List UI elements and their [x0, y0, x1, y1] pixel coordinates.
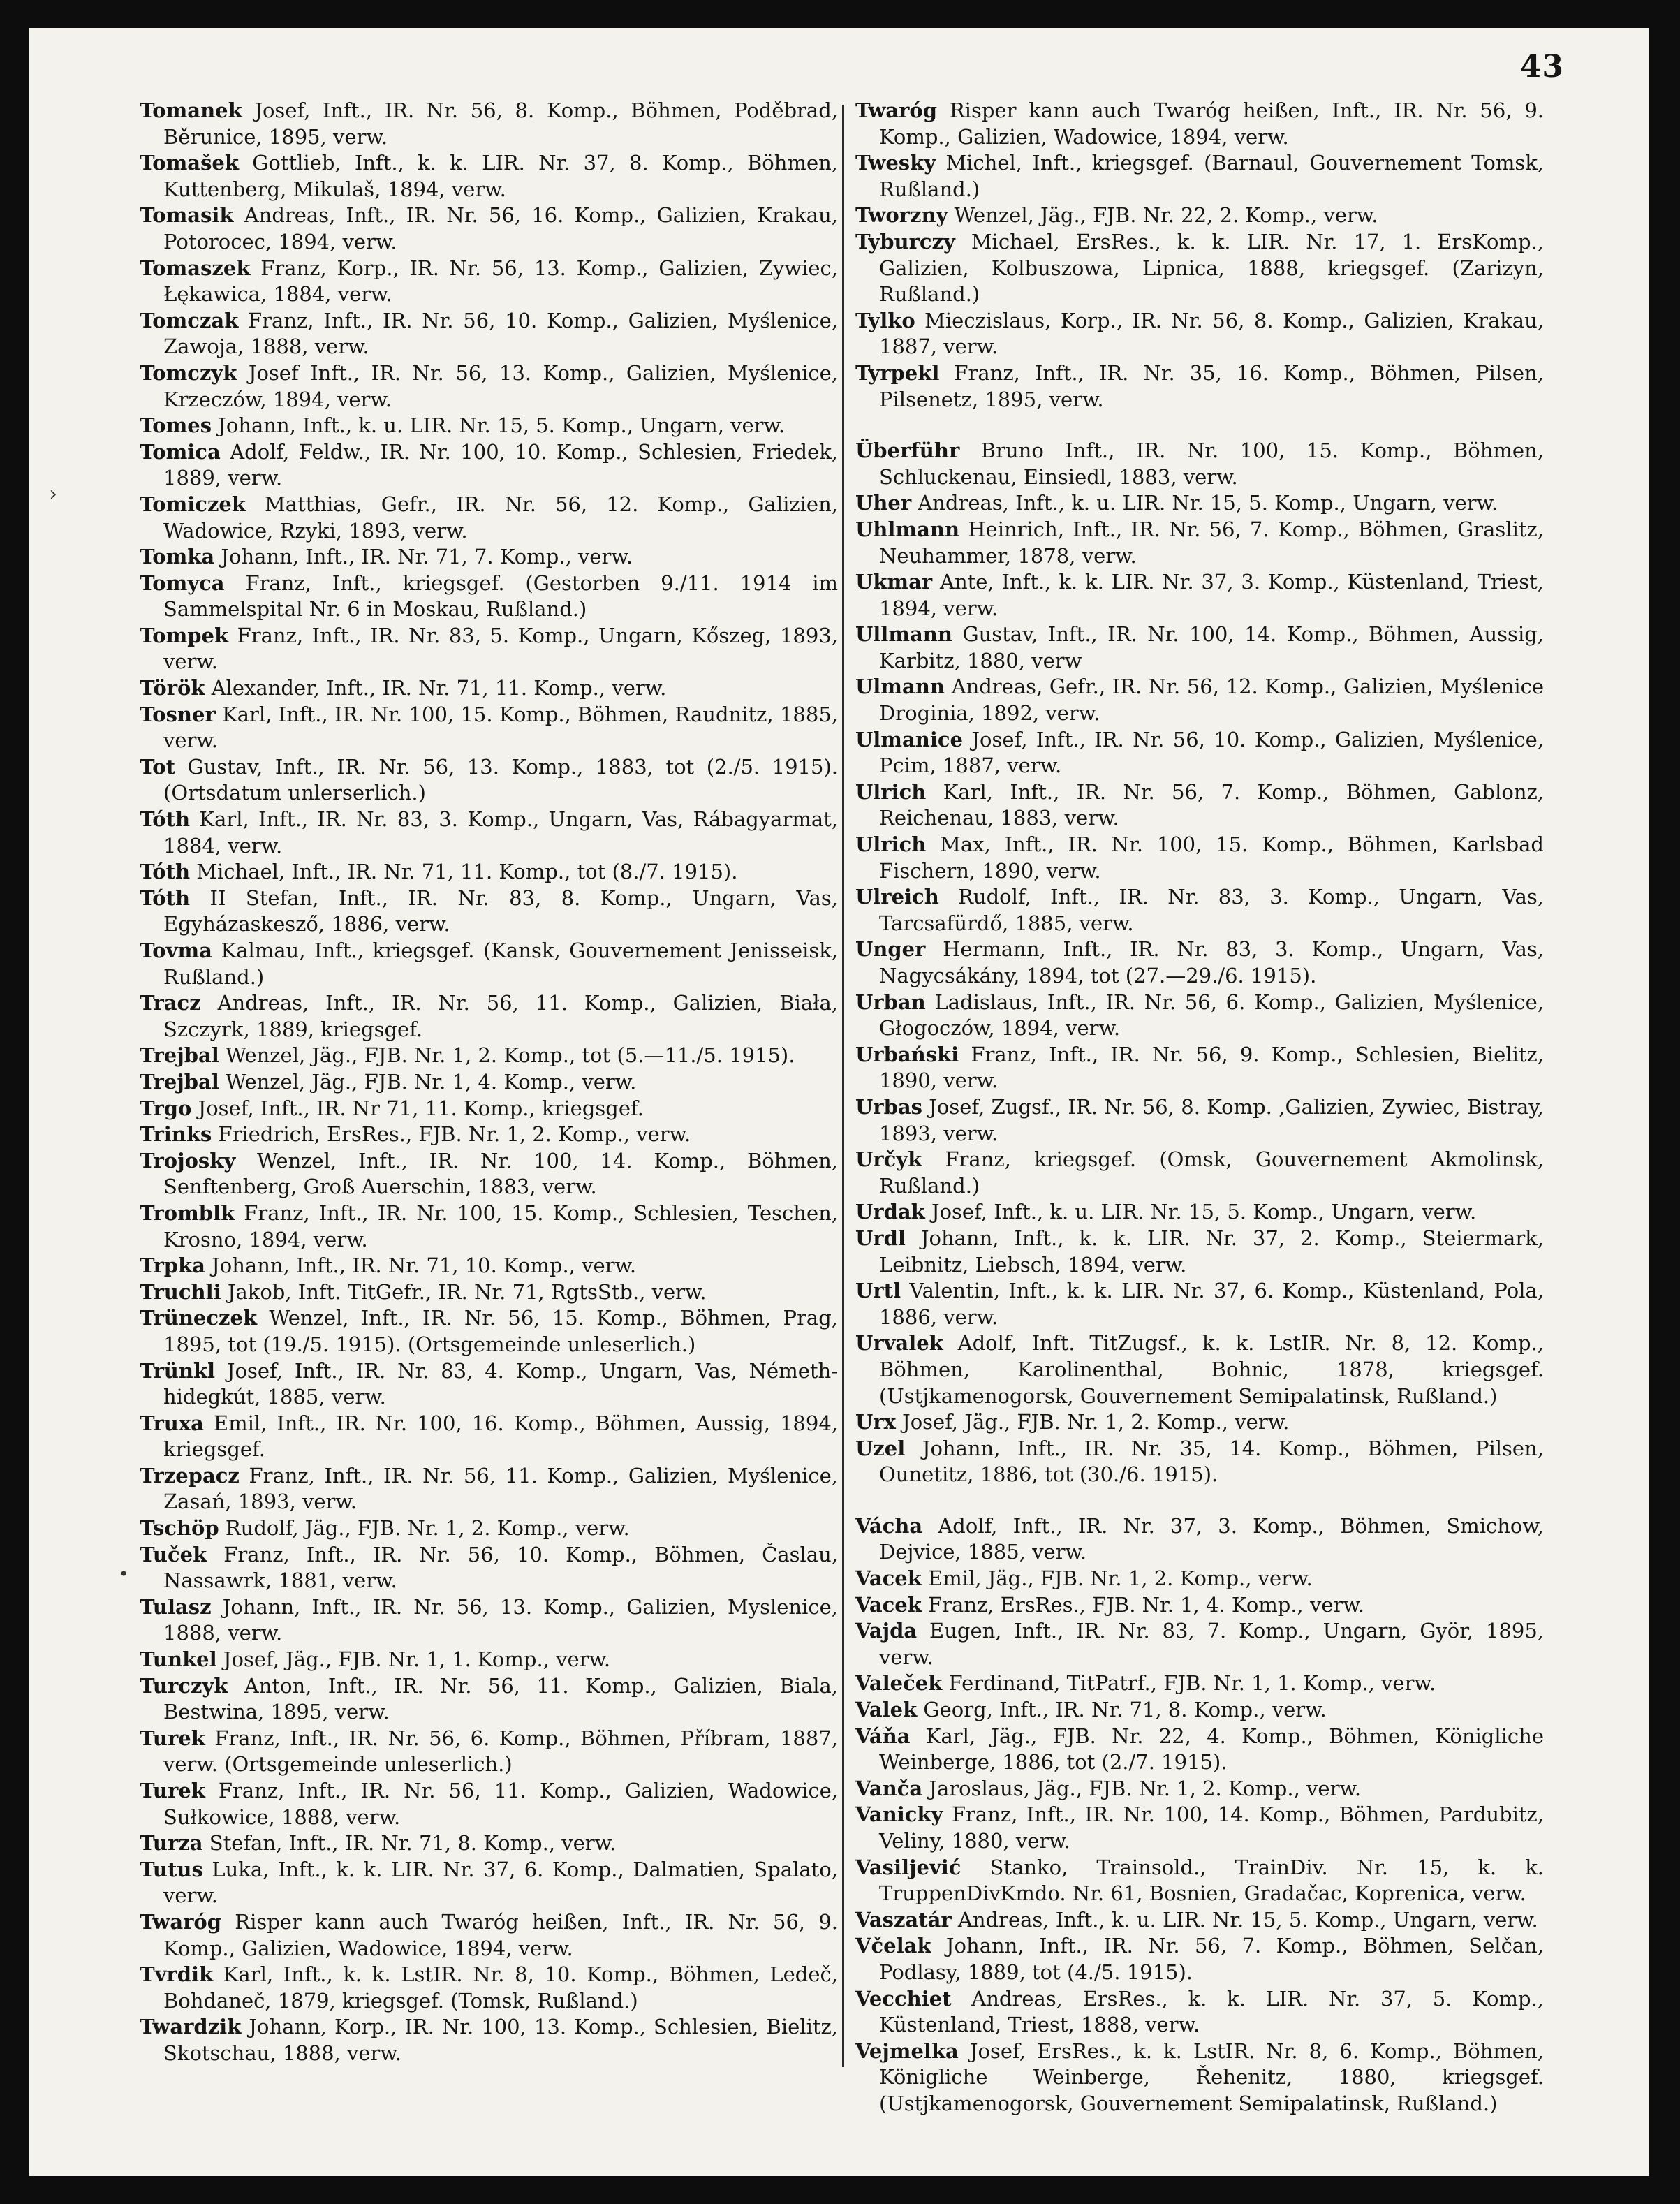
register-entry: [140, 571, 838, 623]
entry-surname: Tschöp: [140, 1516, 219, 1541]
entry-surname: Určyk: [855, 1147, 922, 1172]
entry-surname: Vaszatár: [855, 1907, 952, 1932]
entry-details: Franz, Korp., IR. Nr. 56, 13. Komp., Galizien, Zywiec, Łękawica, 1884, verw.: [163, 256, 838, 307]
entry-surname: Vajda: [855, 1619, 918, 1643]
register-entry: [855, 727, 1544, 779]
entry-details: Gottlieb, Inft., k. k. LIR. Nr. 37, 8. Komp., Böhmen, Kuttenberg, Mikulaš, 1894, verw.: [163, 151, 838, 201]
entry-surname: Trgo: [140, 1096, 192, 1120]
entry-surname: Ulmann: [855, 675, 945, 699]
entry-details: Johann, Inft., k. u. LIR. Nr. 15, 5. Komp., Ungarn, verw.: [212, 413, 786, 438]
entry-details: Gustav, Inft., IR. Nr. 100, 14. Komp., Böhmen, Aussig, Karbitz, 1880, verw: [879, 622, 1544, 673]
entry-details: Josef, Zugsf., IR. Nr. 56, 8. Komp. ,Galizien, Zywiec, Bistray, 1893, verw.: [879, 1094, 1544, 1145]
register-entry: [140, 859, 838, 886]
register-entry: [140, 1830, 838, 1857]
section-gap: [855, 1488, 1544, 1513]
page-number: 43: [1519, 49, 1564, 85]
entry-surname: Trünkl: [140, 1358, 216, 1383]
entry-surname: Truchli: [140, 1279, 221, 1304]
entry-details: Adolf, Inft., IR. Nr. 37, 3. Komp., Böhmen, Smichow, Dejvice, 1885, verw.: [879, 1513, 1544, 1564]
entry-surname: Tomes: [140, 413, 212, 438]
entry-details: Risper kann auch Twaróg heißen, Inft., IR. Nr. 56, 9. Komp., Galizien, Wadowice, 1894, verw.: [163, 1909, 838, 1960]
entry-details: Gustav, Inft., IR. Nr. 56, 13. Komp., 1883, tot (2./5. 1915). (Ortsdatum unlerserlich.): [163, 754, 838, 805]
register-entry: [855, 98, 1544, 150]
entry-details: Josef, Jäg., FJB. Nr. 1, 2. Komp., verw.: [895, 1410, 1290, 1434]
register-entry: [855, 2038, 1544, 2117]
entry-details: Adolf, Feldw., IR. Nr. 100, 10. Komp., Schlesien, Friedek, 1889, verw.: [163, 439, 838, 490]
entry-details: Franz, Inft., IR. Nr. 35, 16. Komp., Böhmen, Pilsen, Pilsenetz, 1895, verw.: [879, 360, 1544, 411]
entry-surname: Überführ: [855, 439, 960, 463]
entry-surname: Vácha: [855, 1513, 923, 1538]
entry-details: Franz, Inft., IR. Nr. 56, 9. Komp., Schlesien, Bielitz, 1890, verw.: [879, 1042, 1544, 1093]
register-entry: [140, 1122, 838, 1148]
entry-details: Josef Inft., IR. Nr. 56, 13. Komp., Galizien, Myślenice, Krzeczów, 1894, verw.: [163, 360, 838, 411]
entry-details: Franz, Inft., IR. Nr. 56, 11. Komp., Galizien, Myślenice, Zasań, 1893, verw.: [163, 1463, 838, 1514]
register-entry: [855, 360, 1544, 413]
entry-details: Wenzel, Inft., IR. Nr. 56, 15. Komp., Böhmen, Prag, 1895, tot (19./5. 1915). (Ortsgemeinde unleserlich.): [163, 1306, 838, 1356]
register-entry: [140, 1647, 838, 1673]
entry-surname: Turek: [140, 1726, 205, 1750]
entry-details: Karl, Inft., IR. Nr. 100, 15. Komp., Böhmen, Raudnitz, 1885, verw.: [163, 702, 838, 753]
entry-details: Rudolf, Jäg., FJB. Nr. 1, 2. Komp., verw.: [219, 1516, 630, 1541]
register-entry: [855, 1094, 1544, 1147]
register-entry: [855, 229, 1544, 308]
register-entry: [140, 1279, 838, 1306]
section-gap: [855, 413, 1544, 438]
entry-surname: Tomanek: [140, 98, 242, 122]
entry-surname: Tomasik: [140, 203, 234, 228]
entry-surname: Urx: [855, 1410, 896, 1434]
register-entry: [140, 1043, 838, 1069]
margin-mark-arrow: ›: [49, 482, 57, 506]
register-entry: [140, 1463, 838, 1515]
entry-surname: Tracz: [140, 991, 201, 1015]
register-entry: [140, 98, 838, 150]
register-entry: [855, 1592, 1544, 1619]
entry-details: Johann, Inft., IR. Nr. 35, 14. Komp., Böhmen, Pilsen, Ounetitz, 1886, tot (30./6. 1915).: [879, 1436, 1544, 1487]
entry-details: Franz, Inft., IR. Nr. 56, 10. Komp., Galizien, Myślenice, Zawoja, 1888, verw.: [163, 308, 838, 359]
entry-surname: Vecchiet: [855, 1986, 952, 2011]
entry-details: Friedrich, ErsRes., FJB. Nr. 1, 2. Komp., verw.: [212, 1122, 691, 1147]
entry-surname: Ukmar: [855, 570, 933, 594]
entry-details: Michel, Inft., kriegsgef. (Barnaul, Gouvernement Tomsk, Rußland.): [879, 151, 1544, 201]
entry-surname: Urtl: [855, 1279, 901, 1303]
register-entry: [855, 1042, 1544, 1094]
entry-surname: Urban: [855, 990, 926, 1014]
entry-details: Johann, Korp., IR. Nr. 100, 13. Komp., Schlesien, Bielitz, Skotschau, 1888, verw.: [163, 2015, 838, 2065]
entry-surname: Včelak: [855, 1934, 931, 1958]
entry-details: Bruno Inft., IR. Nr. 100, 15. Komp., Böhmen, Schluckenau, Einsiedl, 1883, verw.: [879, 439, 1544, 489]
register-entry: [855, 308, 1544, 360]
right-column: [855, 98, 1544, 2117]
entry-details: Karl, Jäg., FJB. Nr. 22, 4. Komp., Böhmen, Königliche Weinberge, 1886, tot (2./7. 1915).: [879, 1724, 1544, 1775]
entry-details: Michael, ErsRes., k. k. LIR. Nr. 17, 1. ErsKomp., Galizien, Kolbuszowa, Lipnica, 1888, kriegsgef. (Zarizyn, Rußland.): [879, 229, 1544, 307]
entry-surname: Tomczyk: [140, 360, 237, 385]
register-entry: [855, 1330, 1544, 1409]
register-entry: [855, 438, 1544, 490]
entry-details: Stanko, Trainsold., TrainDiv. Nr. 15, k. k. TruppenDivKmdo. Nr. 61, Bosnien, Gradačac, Koprenica, verw.: [879, 1855, 1544, 1906]
register-entry: [855, 1566, 1544, 1592]
register-entry: [140, 360, 838, 413]
register-entry: [855, 1513, 1544, 1566]
register-entry: [140, 1857, 838, 1909]
register-entry: [855, 1278, 1544, 1330]
register-entry: [855, 1697, 1544, 1724]
entry-surname: Uzel: [855, 1436, 906, 1460]
entry-details: Adolf, Inft. TitZugsf., k. k. LstIR. Nr. 8, 12. Komp., Böhmen, Karolinenthal, Bohnic, 1878, kriegsgef. (Ustjkamenogorsk, Gouvernement Semipalatinsk, Rußland.): [879, 1331, 1544, 1408]
register-entry: [855, 990, 1544, 1042]
entry-details: Mieczislaus, Korp., IR. Nr. 56, 8. Komp., Galizien, Krakau, 1887, verw.: [879, 308, 1544, 359]
entry-surname: Tóth: [140, 860, 191, 884]
entry-details: Josef, Inft., IR. Nr. 83, 4. Komp., Ungarn, Vas, Németh-hidegkút, 1885, verw.: [163, 1358, 838, 1409]
register-entry: [140, 1069, 838, 1096]
entry-details: Jakob, Inft. TitGefr., IR. Nr. 71, RgtsStb., verw.: [221, 1279, 707, 1304]
register-entry: [140, 623, 838, 675]
entry-details: Johann, Inft., IR. Nr. 71, 10. Komp., verw.: [205, 1254, 637, 1278]
entry-surname: Unger: [855, 937, 926, 962]
register-entry: [140, 1096, 838, 1122]
entry-surname: Trüneczek: [140, 1306, 258, 1330]
entry-details: II Stefan, Inft., IR. Nr. 83, 8. Komp., Ungarn, Vas, Egyházaskesző, 1886, verw.: [163, 886, 838, 936]
entry-surname: Tóth: [140, 807, 191, 832]
entry-surname: Turek: [140, 1779, 205, 1802]
entry-surname: Trejbal: [140, 1043, 219, 1068]
entry-details: Emil, Jäg., FJB. Nr. 1, 2. Komp., verw.: [921, 1566, 1313, 1591]
entry-surname: Ulrich: [855, 779, 927, 804]
entry-details: Valentin, Inft., k. k. LIR. Nr. 37, 6. Komp., Küstenland, Pola, 1886, verw.: [879, 1279, 1544, 1329]
entry-details: Josef, Jäg., FJB. Nr. 1, 1. Komp., verw.: [216, 1647, 611, 1672]
register-entry: [140, 203, 838, 255]
entry-details: Franz, Inft., IR. Nr. 100, 15. Komp., Schlesien, Teschen, Krosno, 1894, verw.: [163, 1200, 838, 1251]
entry-details: Risper kann auch Twaróg heißen, Inft., IR. Nr. 56, 9. Komp., Galizien, Wadowice, 1894, verw.: [879, 98, 1544, 149]
entry-surname: Vacek: [855, 1592, 922, 1617]
entry-details: Johann, Inft., k. k. LIR. Nr. 37, 2. Komp., Steiermark, Leibnitz, Liebsch, 1894, verw.: [879, 1226, 1544, 1277]
register-entry: [140, 1962, 838, 2014]
entry-details: Eugen, Inft., IR. Nr. 83, 7. Komp., Ungarn, Györ, 1895, verw.: [879, 1619, 1544, 1669]
register-entry: [855, 150, 1544, 203]
entry-surname: Twaróg: [140, 1909, 222, 1934]
entry-details: Kalmau, Inft., kriegsgef. (Kansk, Gouvernement Jenisseisk, Rußland.): [163, 939, 838, 989]
register-entry: [855, 832, 1544, 884]
register-entry: [855, 1226, 1544, 1278]
entry-details: Josef, Inft., IR. Nr 71, 11. Komp., kriegsgef.: [191, 1096, 644, 1120]
entry-surname: Tvrdik: [140, 1962, 214, 1987]
entry-surname: Váňa: [855, 1724, 911, 1748]
entry-surname: Tovma: [140, 939, 212, 962]
entry-surname: Uher: [855, 491, 912, 515]
entry-surname: Vejmelka: [855, 2038, 959, 2063]
register-entry: [855, 1147, 1544, 1199]
entry-details: Stefan, Inft., IR. Nr. 71, 8. Komp., verw.: [202, 1831, 617, 1856]
entry-details: Anton, Inft., IR. Nr. 56, 11. Komp., Galizien, Biala, Bestwina, 1895, verw.: [163, 1673, 838, 1724]
entry-surname: Valek: [855, 1698, 918, 1722]
entry-surname: Trpka: [140, 1254, 205, 1278]
register-entry: [855, 1933, 1544, 1985]
register-entry: [140, 886, 838, 938]
entry-surname: Tomašek: [140, 151, 239, 175]
entry-details: Franz, Inft., IR. Nr. 83, 5. Komp., Ungarn, Kőszeg, 1893, verw.: [163, 623, 838, 674]
entry-surname: Tomiczek: [140, 492, 246, 516]
register-entry: [855, 1776, 1544, 1802]
entry-surname: Urbański: [855, 1042, 959, 1066]
register-entry: [855, 936, 1544, 989]
entry-surname: Vacek: [855, 1566, 922, 1591]
entry-surname: Tromblk: [140, 1200, 235, 1225]
entry-details: Michael, Inft., IR. Nr. 71, 11. Komp., tot (8./7. 1915).: [190, 860, 738, 884]
entry-surname: Twesky: [855, 151, 936, 175]
margin-mark-dot: •: [119, 1564, 129, 1584]
entry-details: Ladislaus, Inft., IR. Nr. 56, 6. Komp., Galizien, Myślenice, Głogoczów, 1894, verw.: [879, 990, 1544, 1041]
register-entry: [140, 1200, 838, 1253]
entry-details: Josef, Inft., k. u. LIR. Nr. 15, 5. Komp., Ungarn, verw.: [924, 1200, 1477, 1224]
entry-details: Karl, Inft., IR. Nr. 56, 7. Komp., Böhmen, Gablonz, Reichenau, 1883, verw.: [879, 779, 1544, 830]
entry-surname: Tóth: [140, 886, 191, 910]
register-entry: [140, 256, 838, 308]
register-entry: [140, 1305, 838, 1358]
register-entry: [855, 490, 1544, 517]
register-entry: [855, 569, 1544, 622]
entry-details: Max, Inft., IR. Nr. 100, 15. Komp., Böhmen, Karlsbad Fischern, 1890, verw.: [879, 832, 1544, 883]
entry-surname: Twaróg: [855, 98, 938, 122]
entry-details: Johann, Inft., IR. Nr. 56, 7. Komp., Böhmen, Selčan, Podlasy, 1889, tot (4./5. 1915).: [879, 1934, 1544, 1984]
entry-details: Jaroslaus, Jäg., FJB. Nr. 1, 2. Komp., verw.: [922, 1776, 1362, 1800]
register-entry: [140, 1778, 838, 1830]
left-column: [140, 98, 838, 2067]
register-entry: [140, 1673, 838, 1726]
register-entry: [140, 1253, 838, 1279]
entry-details: Josef, Inft., IR. Nr. 56, 10. Komp., Galizien, Myślenice, Pcim, 1887, verw.: [879, 727, 1544, 778]
register-entry: [140, 1411, 838, 1463]
entry-details: Andreas, Gefr., IR. Nr. 56, 12. Komp., Galizien, Myślenice Droginia, 1892, verw.: [879, 675, 1544, 726]
register-entry: [855, 1802, 1544, 1854]
entry-surname: Trinks: [140, 1122, 212, 1147]
entry-surname: Tomaszek: [140, 256, 251, 280]
entry-details: Andreas, ErsRes., k. k. LIR. Nr. 37, 5. Komp., Küstenland, Triest, 1888, verw.: [879, 1986, 1544, 2037]
entry-surname: Ullmann: [855, 622, 952, 647]
register-entry: [855, 1199, 1544, 1226]
register-entry: [140, 1594, 838, 1647]
entry-surname: Ulrich: [855, 832, 927, 857]
entry-details: Andreas, Inft., IR. Nr. 56, 11. Komp., Galizien, Biała, Szczyrk, 1889, kriegsgef.: [163, 991, 838, 1041]
entry-details: Hermann, Inft., IR. Nr. 83, 3. Komp., Ungarn, Vas, Nagycsákány, 1894, tot (27.—29./6. 1915).: [879, 937, 1544, 987]
register-entry: [855, 1670, 1544, 1697]
entry-details: Karl, Inft., IR. Nr. 83, 3. Komp., Ungarn, Vas, Rábagyarmat, 1884, verw.: [163, 807, 838, 858]
entry-surname: Tomka: [140, 545, 215, 569]
entry-details: Josef, ErsRes., k. k. LstIR. Nr. 8, 6. Komp., Böhmen, Königliche Weinberge, Řehenitz, 1880, kriegsgef. (Ustjkamenogorsk, Gouvernement Semipalatinsk, Rußland.): [879, 2038, 1544, 2115]
entry-details: Wenzel, Jäg., FJB. Nr. 1, 4. Komp., verw.: [219, 1069, 637, 1094]
entry-details: Franz, ErsRes., FJB. Nr. 1, 4. Komp., verw.: [921, 1592, 1365, 1617]
entry-details: Georg, Inft., IR. Nr. 71, 8. Komp., verw.: [917, 1698, 1327, 1722]
register-entry: [855, 1618, 1544, 1670]
entry-surname: Török: [140, 676, 205, 700]
register-entry: [140, 807, 838, 859]
entry-surname: Vanča: [855, 1776, 923, 1800]
entry-details: Andreas, Inft., IR. Nr. 56, 16. Komp., Galizien, Krakau, Potorocec, 1894, verw.: [163, 203, 838, 254]
entry-details: Wenzel, Inft., IR. Nr. 100, 14. Komp., Böhmen, Senftenberg, Groß Auerschin, 1883, verw.: [163, 1148, 838, 1199]
register-entry: [855, 203, 1544, 229]
entry-details: Ante, Inft., k. k. LIR. Nr. 37, 3. Komp., Küstenland, Triest, 1894, verw.: [879, 570, 1544, 620]
entry-surname: Tutus: [140, 1857, 203, 1881]
entry-surname: Ulmanice: [855, 727, 963, 751]
register-entry: [140, 492, 838, 544]
entry-details: Emil, Inft., IR. Nr. 100, 16. Komp., Böhmen, Aussig, 1894, kriegsgef.: [163, 1411, 838, 1462]
entry-details: Rudolf, Inft., IR. Nr. 83, 3. Komp., Ungarn, Vas, Tarcsafürdő, 1885, verw.: [879, 885, 1544, 935]
register-entry: [140, 1542, 838, 1594]
register-entry: [855, 1907, 1544, 1934]
entry-surname: Tyrpekl: [855, 360, 940, 385]
entry-surname: Vanicky: [855, 1802, 943, 1827]
entry-surname: Tylko: [855, 308, 915, 332]
register-entry: [855, 1436, 1544, 1488]
entry-surname: Tot: [140, 754, 175, 779]
register-entry: [140, 1358, 838, 1411]
register-entry: [855, 779, 1544, 832]
entry-surname: Tyburczy: [855, 229, 955, 254]
entry-details: Johann, Inft., IR. Nr. 56, 13. Komp., Galizien, Myslenice, 1888, verw.: [163, 1594, 838, 1645]
entry-details: Andreas, Inft., k. u. LIR. Nr. 15, 5. Komp., Ungarn, verw.: [951, 1907, 1538, 1932]
register-entry: [855, 674, 1544, 726]
entry-details: Karl, Inft., k. k. LstIR. Nr. 8, 10. Komp., Böhmen, Ledeč, Bohdaneč, 1879, kriegsgef. (Tomsk, Rußland.): [163, 1962, 838, 2013]
register-entry: [855, 1409, 1544, 1436]
entry-surname: Tworzny: [855, 203, 948, 228]
register-entry: [855, 517, 1544, 569]
register-entry: [140, 2014, 838, 2066]
entry-details: Luka, Inft., k. k. LIR. Nr. 37, 6. Komp., Dalmatien, Spalato, verw.: [163, 1857, 838, 1908]
entry-surname: Trzepacz: [140, 1463, 240, 1487]
entry-details: Wenzel, Jäg., FJB. Nr. 22, 2. Komp., verw.: [948, 203, 1378, 228]
register-entry: [140, 754, 838, 807]
register-entry: [140, 675, 838, 702]
entry-details: Wenzel, Jäg., FJB. Nr. 1, 2. Komp., tot (5.—11./5. 1915).: [219, 1043, 795, 1068]
register-entry: [855, 1724, 1544, 1776]
register-entry: [140, 1909, 838, 1962]
entry-surname: Vasiljević: [855, 1855, 961, 1879]
entry-surname: Urbas: [855, 1094, 922, 1119]
entry-surname: Tomica: [140, 439, 221, 464]
register-entry: [140, 1726, 838, 1778]
entry-surname: Valeček: [855, 1671, 943, 1696]
entry-details: Franz, Inft., IR. Nr. 100, 14. Komp., Böhmen, Pardubitz, Veliny, 1880, verw.: [879, 1802, 1544, 1853]
entry-details: Franz, Inft., IR. Nr. 56, 11. Komp., Galizien, Wadowice, Sułkowice, 1888, verw.: [163, 1779, 838, 1829]
entry-surname: Trejbal: [140, 1069, 219, 1094]
entry-surname: Turza: [140, 1831, 203, 1856]
entry-surname: Uhlmann: [855, 517, 960, 541]
register-entry: [855, 1855, 1544, 1907]
entry-surname: Tompek: [140, 623, 229, 647]
entry-surname: Tunkel: [140, 1647, 217, 1672]
entry-surname: Tulasz: [140, 1594, 212, 1619]
entry-details: Johann, Inft., IR. Nr. 71, 7. Komp., verw.: [214, 545, 633, 569]
register-entry: [140, 990, 838, 1043]
entry-surname: Tosner: [140, 702, 216, 726]
entry-surname: Urvalek: [855, 1331, 943, 1356]
entry-surname: Trojosky: [140, 1148, 236, 1173]
register-entry: [140, 308, 838, 360]
register-entry: [855, 622, 1544, 674]
register-entry: [140, 413, 838, 439]
entry-surname: Tomyca: [140, 571, 225, 595]
entry-details: Franz, kriegsgef. (Omsk, Gouvernement Akmolinsk, Rußland.): [879, 1147, 1544, 1198]
register-entry: [140, 544, 838, 571]
entry-details: Franz, Inft., IR. Nr. 56, 6. Komp., Böhmen, Příbram, 1887, verw. (Ortsgemeinde unleserlich.): [163, 1726, 838, 1777]
register-entry: [140, 702, 838, 754]
register-entry: [140, 938, 838, 990]
column-divider: [842, 105, 844, 2067]
register-entry: [140, 439, 838, 492]
register-entry: [140, 1148, 838, 1200]
entry-details: Andreas, Inft., k. u. LIR. Nr. 15, 5. Komp., Ungarn, verw.: [911, 491, 1498, 515]
entry-surname: Truxa: [140, 1411, 204, 1435]
register-entry: [140, 150, 838, 203]
register-entry: [855, 1986, 1544, 2038]
entry-details: Alexander, Inft., IR. Nr. 71, 11. Komp., verw.: [205, 676, 667, 700]
entry-surname: Urdak: [855, 1200, 925, 1224]
register-entry: [855, 884, 1544, 936]
entry-surname: Turczyk: [140, 1673, 228, 1698]
entry-surname: Tuček: [140, 1542, 207, 1566]
entry-surname: Tomczak: [140, 308, 239, 332]
entry-details: Josef, Inft., IR. Nr. 56, 8. Komp., Böhmen, Poděbrad, Běrunice, 1895, verw.: [163, 98, 838, 149]
entry-surname: Twardzik: [140, 2015, 242, 2039]
entry-details: Matthias, Gefr., IR. Nr. 56, 12. Komp., Galizien, Wadowice, Rzyki, 1893, verw.: [163, 492, 838, 543]
entry-surname: Ulreich: [855, 885, 939, 909]
entry-details: Heinrich, Inft., IR. Nr. 56, 7. Komp., Böhmen, Graslitz, Neuhammer, 1878, verw.: [879, 517, 1544, 568]
entry-details: Ferdinand, TitPatrf., FJB. Nr. 1, 1. Komp., verw.: [942, 1671, 1436, 1696]
entry-surname: Urdl: [855, 1226, 906, 1250]
entry-details: Franz, Inft., kriegsgef. (Gestorben 9./11. 1914 im Sammelspital Nr. 6 in Moskau, Rußland.): [163, 571, 838, 622]
register-entry: [140, 1515, 838, 1542]
entry-details: Franz, Inft., IR. Nr. 56, 10. Komp., Böhmen, Časlau, Nassawrk, 1881, verw.: [163, 1542, 838, 1593]
